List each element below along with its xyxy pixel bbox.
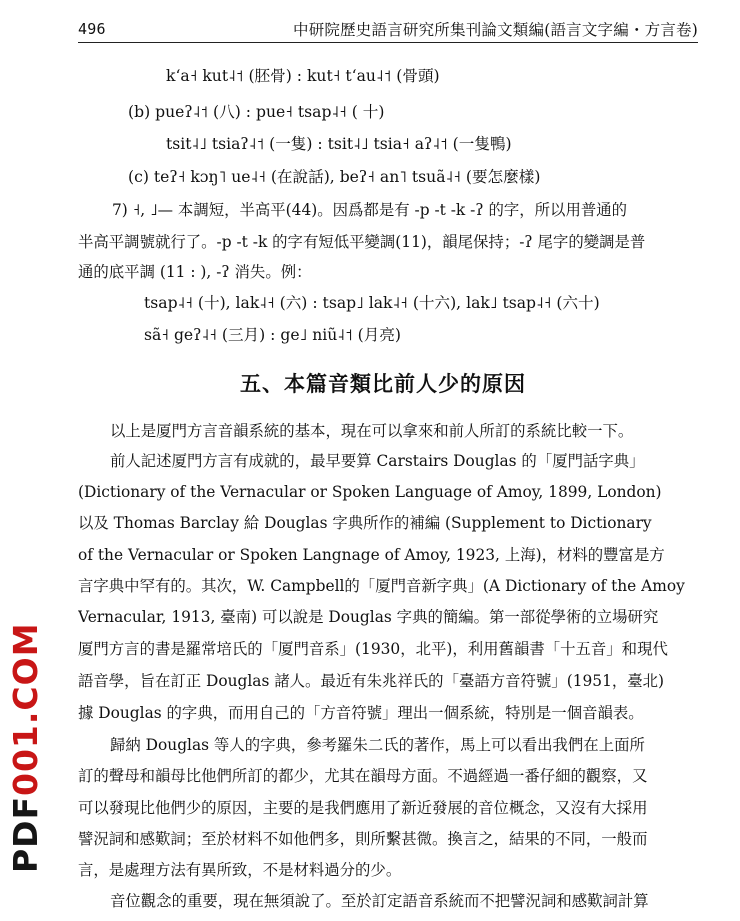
body-line: 可以發現比他們少的原因，主要的是我們應用了新近發展的音位概念，又沒有大採用 — [78, 799, 648, 817]
body-line: 歸納 Douglas 等人的字典，參考羅朱二氏的著作，馬上可以看出我們在上面所 — [110, 736, 645, 754]
body-line: 以及 Thomas Barclay 給 Douglas 字典所作的補編 (Supplement to Dictionary — [78, 514, 652, 532]
example-line: (b) pueʔ˨˦ (八) : pue˧ tsap˨˧ ( 十) — [128, 103, 385, 121]
example-line: k‘a˧ kut˨˦ (胚骨) : kut˧ t‘au˨˦ (骨頭) — [166, 67, 440, 85]
note-line: 通的底平調 (11 : ), -ʔ 消失。例： — [78, 263, 312, 281]
body-line: 厦門方言的書是羅常培氏的「厦門音系」(1930，北平)，利用舊韻書「十五音」和現代 — [78, 640, 668, 658]
note-line: 7) ˧, ˩— 本調短，半高平(44)。因爲都是有 -p -t -k -ʔ 的字，所以用普通的 — [112, 201, 628, 219]
page-number: 496 — [78, 20, 106, 38]
example-line: tsap˨˧ (十), lak˨˧ (六) : tsap˩ lak˨˧ (十六), lak˩ tsap˨˧ (六十) — [144, 294, 600, 312]
example-line: tsit˨˩ tsiaʔ˨˦ (一隻) : tsit˨˩ tsia˧ aʔ˨˦ (一隻鴨) — [166, 135, 512, 153]
body-line: 前人記述厦門方言有成就的，最早要算 Carstairs Douglas 的「厦門話字典」 — [110, 452, 645, 470]
watermark-part1: PDF — [6, 796, 45, 874]
body-line: 譬況詞和感歎詞；至於材料不如他們多，則所繫甚微。換言之，結果的不同，一般而 — [78, 830, 648, 848]
body-line: 音位觀念的重要，現在無須說了。至於訂定語音系統而不把譬況詞和感歎詞計算 — [110, 892, 649, 910]
running-title: 中研院歷史語言研究所集刊論文類編(語言文字編・方言卷) — [293, 21, 698, 39]
example-line: sã˧ geʔ˨˧ (三月) : ge˩ niũ˨˦ (月亮) — [144, 326, 401, 344]
body-line: 語音學，旨在訂正 Douglas 諸人。最近有朱兆祥氏的「臺語方音符號」(1951，臺北) — [78, 672, 665, 690]
section-heading: 五、本篇音類比前人少的原因 — [240, 372, 526, 396]
body-line: 以上是厦門方言音韻系統的基本，現在可以拿來和前人所訂的系統比較一下。 — [110, 422, 634, 440]
body-line: 訂的聲母和韻母比他們所訂的都少，尤其在韻母方面。不過經過一番仔細的觀察，又 — [78, 767, 648, 785]
running-header — [78, 16, 698, 43]
example-line: (c) teʔ˧ kɔŋ˥ ue˨˧ (在說話), beʔ˧ an˥ tsuã˨˧ (要怎麼樣) — [128, 168, 541, 186]
watermark-logo — [4, 622, 48, 874]
body-line: (Dictionary of the Vernacular or Spoken Language of Amoy, 1899, London) — [78, 483, 662, 501]
body-line: 據 Douglas 的字典，而用自己的「方音符號」理出一個系統，特別是一個音韻表。 — [78, 704, 644, 722]
body-line: 言字典中罕有的。其次，W. Campbell的「厦門音新字典」(A Dictionary of the Amoy — [78, 577, 685, 595]
watermark-part2: 001.COM — [6, 622, 45, 797]
note-line: 半高平調號就行了。-p -t -k 的字有短低平變調(11)，韻尾保持；-ʔ 尾字的變調是普 — [78, 233, 646, 251]
body-line: 言，是處理方法有異所致，不是材料過分的少。 — [78, 861, 402, 879]
body-line: of the Vernacular or Spoken Langnage of Amoy, 1923, 上海)，材料的豐富是方 — [78, 546, 665, 564]
body-line: Vernacular, 1913, 臺南) 可以說是 Douglas 字典的簡編。第一部從學術的立場研究 — [78, 608, 659, 626]
